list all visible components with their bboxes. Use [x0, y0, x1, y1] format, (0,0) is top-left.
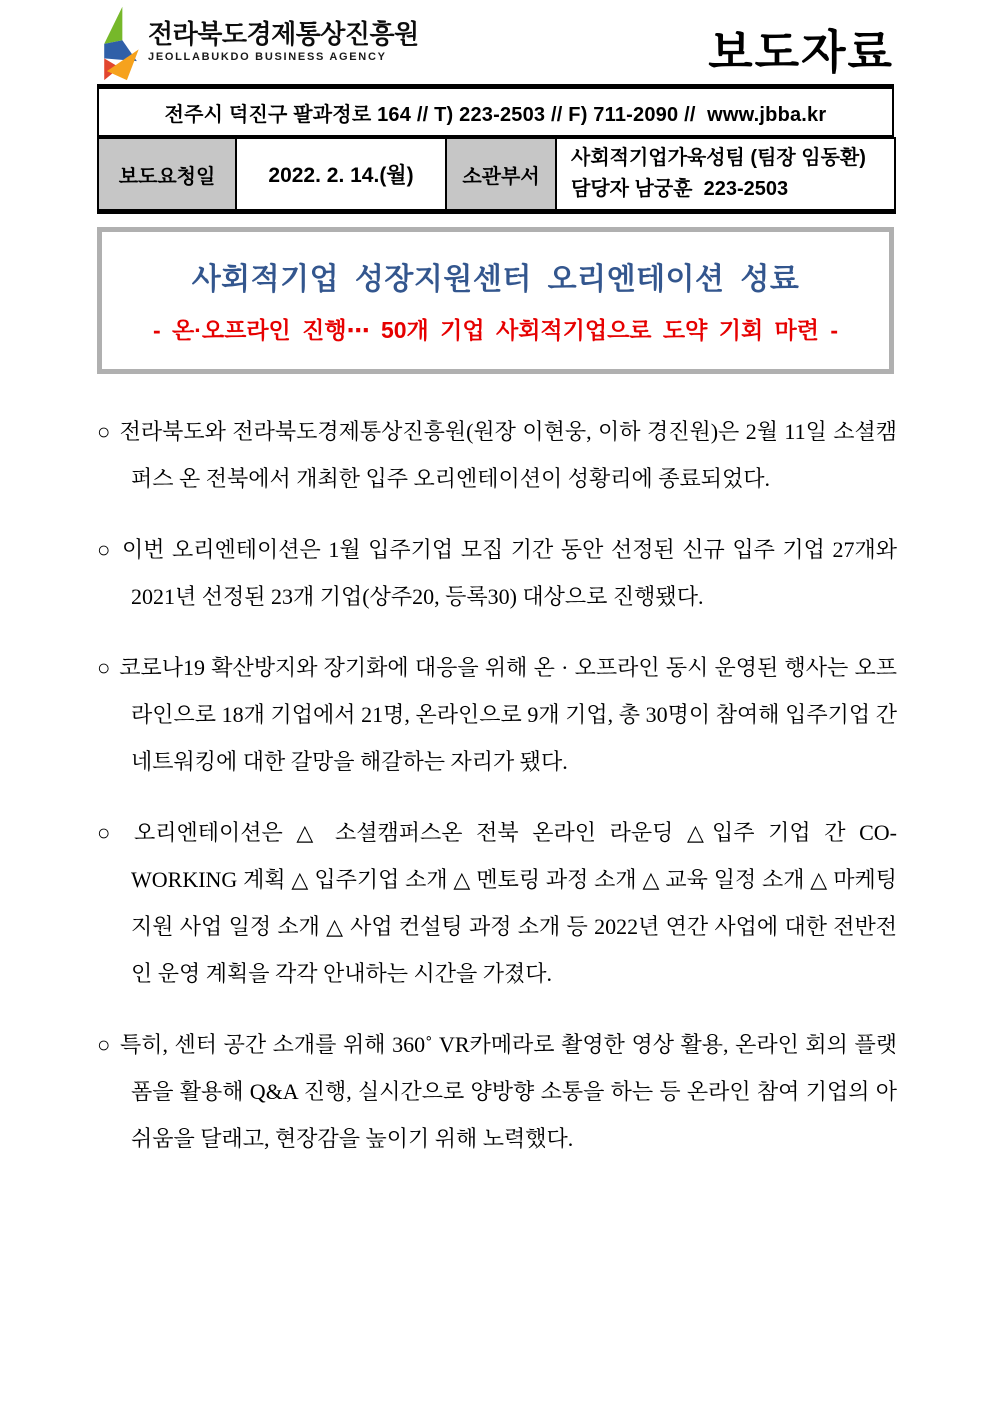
agency-name-korean: 전라북도경제통상진흥원 — [148, 19, 419, 49]
headline-title: 사회적기업 성장지원센터 오리엔테이션 성료 — [191, 263, 800, 296]
info-table — [97, 137, 896, 214]
agency-name-block — [148, 4, 419, 63]
body-paragraph — [97, 526, 897, 620]
contact-bar — [97, 84, 894, 137]
headline-box — [97, 227, 894, 374]
masthead — [88, 4, 894, 84]
agency-logo-icon — [88, 4, 144, 82]
paragraph-text: 이번 오리엔테이션은 1월 입주기업 모집 기간 동안 선정된 신규 입주 기업 27개와 2021년 선정된 23개 기업(상주20, 등록30) 대상으로 진행됐다. — [121, 537, 897, 609]
request-date-value: 2022. 2. 14.(월) — [236, 138, 446, 212]
body-paragraph — [97, 408, 897, 502]
bullet-circle-icon: ○ — [97, 537, 113, 562]
body-paragraph — [97, 644, 897, 785]
paragraph-text: 전라북도와 전라북도경제통상진흥원(원장 이현웅, 이하 경진원)은 2월 11일 소셜캠퍼스 온 전북에서 개최한 입주 오리엔테이션이 성황리에 종료되었다. — [119, 419, 897, 491]
department-team-line: 사회적기업가육성팀 (팀장 임동환) — [571, 147, 866, 169]
department-contact-line: 담당자 남궁훈 223-2503 — [571, 178, 789, 200]
bullet-circle-icon: ○ — [97, 655, 112, 680]
doc-type-title: 보도자료 — [708, 26, 894, 78]
agency-brand — [88, 4, 419, 82]
logo-green-shape — [104, 7, 122, 44]
department-label: 소관부서 — [446, 138, 556, 212]
body-paragraph — [97, 809, 897, 997]
paragraph-text: 특히, 센터 공간 소개를 위해 360˚ VR카메라로 촬영한 영상 활용, 온라인 회의 플랫폼을 활용해 Q&A 진행, 실시간으로 양방향 소통을 하는 등 온라인 참여 기업의 아쉬움을 달래고, 현장감을 높이기 위해 노력했다. — [119, 1032, 898, 1151]
paragraph-text: 코로나19 확산방지와 장기화에 대응을 위해 온 · 오프라인 동시 운영된 행사는 오프라인으로 18개 기업에서 21명, 온라인으로 9개 기업, 총 30명이 참여해 입주기업 간 네트워킹에 대한 갈망을 해갈하는 자리가 됐다. — [119, 655, 897, 774]
paragraph-text: 오리엔테이션은 △ 소셜캠퍼스온 전북 온라인 라운딩 △입주 기업 간 CO-WORKING 계획 △ 입주기업 소개 △ 멘토링 과정 소개 △ 교육 일정 소개 △ 마케팅 지원 사업 일정 소개 △ 사업 컨설팅 과정 소개 등 2022년 연간 사업에 대한 전반전인 운영 계획을 각각 안내하는 시간을 가졌다. — [131, 820, 897, 986]
info-table-row — [98, 138, 895, 212]
headline-subtitle: - 온·오프라인 진행⋯ 50개 기업 사회적기업으로 도약 기회 마련 - — [152, 317, 839, 343]
body-paragraph — [97, 1021, 897, 1162]
contact-bar-text: 전주시 덕진구 팔과정로 164 // T) 223-2503 // F) 711-2090 // www.jbba.kr — [164, 104, 827, 126]
bullet-circle-icon: ○ — [97, 1032, 112, 1057]
article-body — [97, 408, 897, 1162]
request-date-label: 보도요청일 — [98, 138, 236, 212]
bullet-circle-icon: ○ — [97, 419, 112, 444]
agency-name-english: JEOLLABUKDO BUSINESS AGENCY — [148, 51, 387, 64]
bullet-circle-icon: ○ — [97, 820, 119, 845]
department-value — [556, 138, 895, 212]
